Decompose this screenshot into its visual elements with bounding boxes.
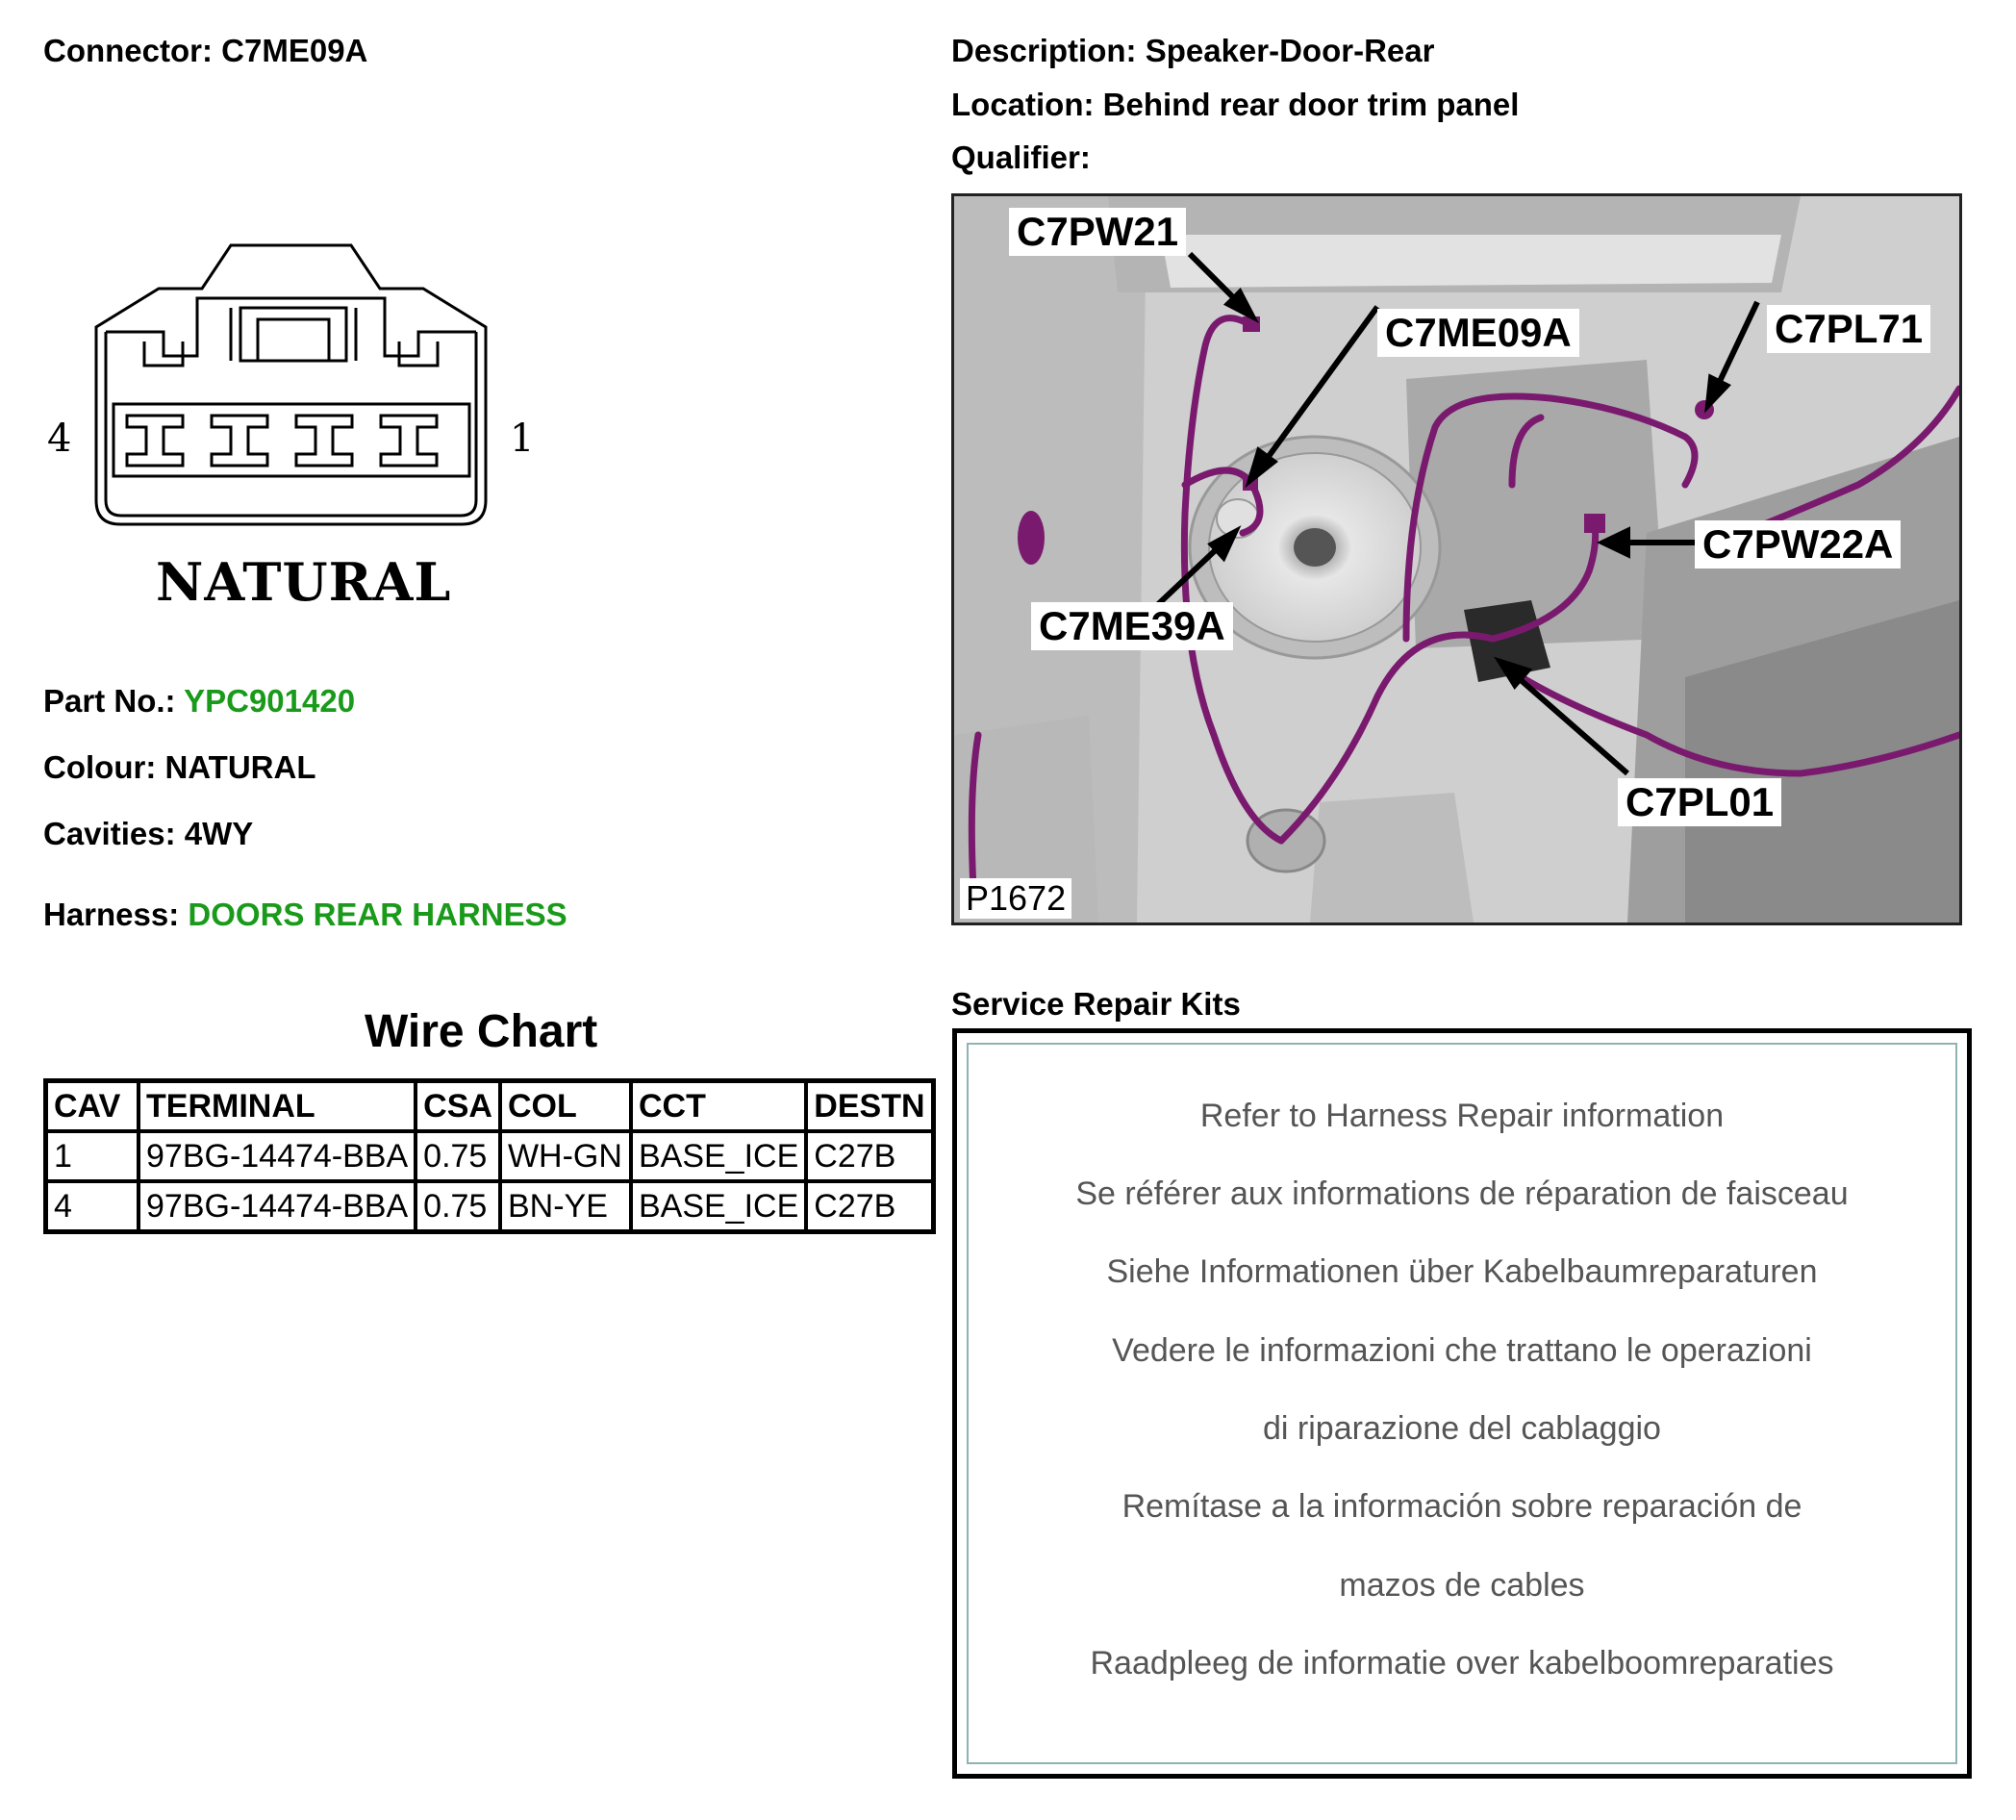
column-header: CCT [631,1081,806,1132]
column-header: CSA [416,1081,500,1132]
table-cell: 97BG-14474-BBA [139,1181,416,1232]
repair-info-line: Vedere le informazioni che trattano le operazioni [1112,1332,1812,1369]
connector-label: Connector: C7ME09A [43,33,368,68]
table-header-row [46,1081,934,1132]
callout-c7me09a: C7ME09A [1377,309,1579,357]
table-row [46,1131,934,1181]
table-cell: BASE_ICE [631,1131,806,1181]
table-cell: C27B [806,1181,933,1232]
location-label: Location: Behind rear door trim panel [951,87,1520,122]
column-header: TERMINAL [139,1081,416,1132]
part-number [43,683,355,720]
service-repair-kits-inner-frame [967,1043,1957,1764]
column-header: COL [500,1081,631,1132]
column-header: DESTN [806,1081,933,1132]
repair-info-line: Se référer aux informations de réparation de faisceau [1075,1175,1849,1212]
colour-label: Colour: NATURAL [43,749,316,785]
wire-chart-title: Wire Chart [365,1006,598,1057]
connector-outline [38,231,577,548]
description-label: Description: Speaker-Door-Rear [951,33,1435,68]
column-header: CAV [46,1081,139,1132]
harness [43,897,567,933]
table-cell: 0.75 [416,1181,500,1232]
table-cell: BN-YE [500,1181,631,1232]
wire-chart-table [43,1078,936,1234]
table-cell: C27B [806,1131,933,1181]
repair-info-line: Remítase a la información sobre reparación de [1121,1488,1802,1525]
pin-number-left: 4 [47,417,72,461]
repair-info-line: mazos de cables [1339,1567,1585,1604]
part-number-label: Part No.: [43,683,176,719]
cavities-label: Cavities: 4WY [43,816,254,851]
repair-info-line: di riparazione del cablaggio [1263,1410,1661,1447]
connector-location-photo [951,193,1962,925]
pin-number-right: 1 [510,417,535,461]
harness-value[interactable]: DOORS REAR HARNESS [188,897,567,932]
photo-id-label: P1672 [960,878,1071,919]
callout-c7pl01: C7PL01 [1618,778,1781,826]
callout-c7me39a: C7ME39A [1031,602,1233,650]
table-cell: 0.75 [416,1131,500,1181]
table-cell: 97BG-14474-BBA [139,1131,416,1181]
table-cell: 1 [46,1131,139,1181]
callout-c7pw22a: C7PW22A [1695,520,1901,569]
service-repair-kits-box [952,1028,1972,1779]
service-repair-kits-heading: Service Repair Kits [951,986,1241,1022]
table-row [46,1181,934,1232]
table-cell: BASE_ICE [631,1181,806,1232]
part-number-value[interactable]: YPC901420 [184,683,356,719]
table-cell: WH-GN [500,1131,631,1181]
table-cell: 4 [46,1181,139,1232]
repair-info-line: Siehe Informationen über Kabelbaumreparaturen [1106,1253,1818,1290]
qualifier-label: Qualifier: [951,139,1091,175]
connector-face-diagram [38,231,577,548]
repair-info-line: Refer to Harness Repair information [1199,1098,1725,1134]
repair-info-line: Raadpleeg de informatie over kabelboomreparaties [1090,1645,1834,1681]
harness-label: Harness: [43,897,180,932]
connector-colour-text: NATURAL [156,551,452,613]
callout-c7pw21: C7PW21 [1009,208,1186,256]
callout-c7pl71: C7PL71 [1767,305,1930,353]
